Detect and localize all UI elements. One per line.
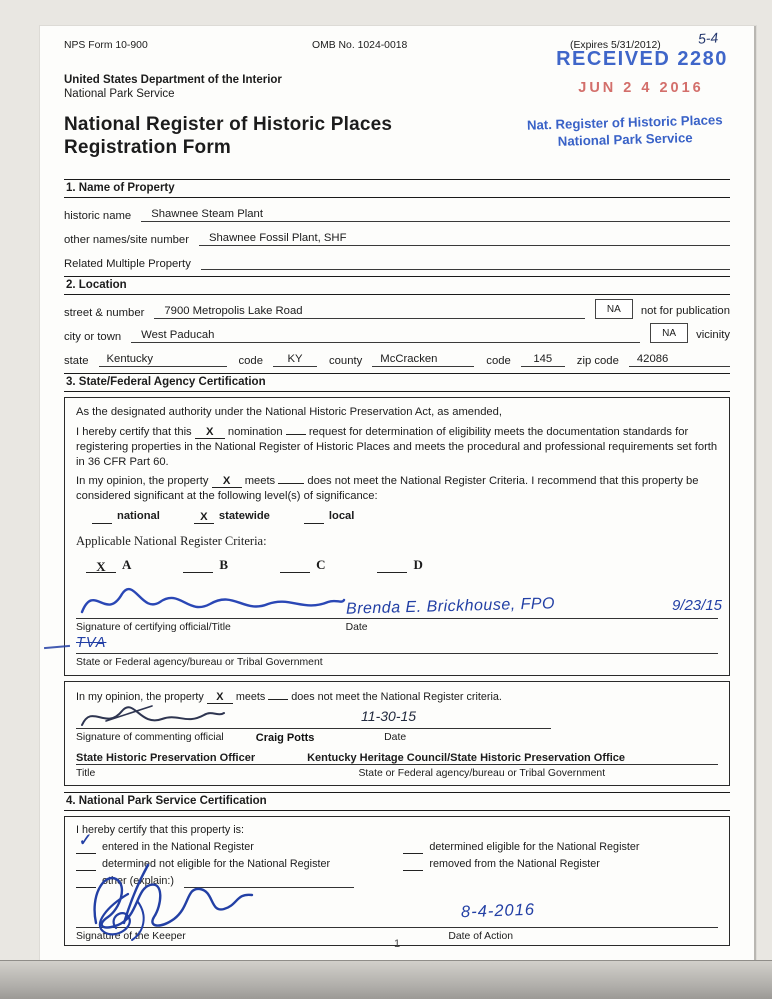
received-stamp: RECEIVED 2280 bbox=[556, 48, 728, 70]
option-removed bbox=[403, 857, 599, 871]
certifying-signature-label: Signature of certifying official/Title bbox=[76, 622, 231, 634]
commenting-signature-labels bbox=[76, 731, 718, 743]
commenting-date-label: Date bbox=[384, 731, 407, 743]
document-title-line1: National Register of Historic Places bbox=[64, 113, 393, 135]
street-label: street & number bbox=[64, 307, 145, 320]
title-label: Title bbox=[76, 767, 96, 779]
not-for-publication-label: not for publication bbox=[640, 305, 730, 318]
other-names-row bbox=[64, 228, 730, 246]
city-row bbox=[64, 325, 730, 343]
criterion-c-label: C bbox=[316, 557, 326, 573]
related-property-label: Related Multiple Property bbox=[64, 258, 191, 271]
certify-rest: request for determination of eligibility meets the documentation standards for registering properties in the National Register of Historic Places and meets the procedural and professional requirements set forth in 36 CFR Part 60. bbox=[76, 426, 718, 468]
option-determined-eligible bbox=[403, 840, 639, 854]
agency-line-label: State or Federal agency/bureau or Tribal Government bbox=[76, 657, 323, 669]
statewide-mark: X bbox=[194, 512, 214, 524]
criterion-a bbox=[86, 556, 131, 573]
zip-value: 42086 bbox=[629, 353, 730, 367]
national-label: national bbox=[117, 510, 160, 523]
expires-note: (Expires 5/31/2012) bbox=[570, 40, 661, 51]
nat-register-stamp-line2: National Park Service bbox=[557, 130, 693, 150]
local-mark bbox=[304, 512, 324, 524]
county-value: McCracken bbox=[372, 353, 474, 367]
state-row bbox=[64, 349, 730, 367]
nomination-mark: X bbox=[195, 427, 225, 439]
section2-heading: 2. Location bbox=[64, 276, 730, 295]
certifying-official-signature bbox=[76, 578, 346, 622]
request-mark bbox=[286, 423, 306, 435]
other-label: other (explain:) bbox=[102, 874, 175, 887]
historic-name-row bbox=[64, 204, 730, 222]
agency-name: National Park Service bbox=[64, 88, 175, 101]
commenting-signature-row bbox=[76, 707, 551, 729]
agency-line bbox=[76, 635, 718, 654]
form-number: NPS Form 10-900 bbox=[64, 40, 148, 51]
criterion-a-label: A bbox=[122, 557, 132, 573]
department-name: United States Department of the Interior bbox=[64, 74, 282, 86]
historic-name-value: Shawnee Steam Plant bbox=[141, 208, 730, 222]
shpo-title-row bbox=[76, 751, 718, 765]
handwritten-certify-date: 9/23/15 bbox=[671, 596, 722, 614]
other-names-label: other names/site number bbox=[64, 234, 189, 247]
level-national bbox=[92, 509, 160, 524]
level-local bbox=[304, 509, 355, 524]
level-statewide bbox=[194, 509, 270, 524]
signature-flourish bbox=[82, 892, 182, 944]
org-label: State or Federal agency/bureau or Tribal Government bbox=[358, 767, 606, 779]
vicinity-box: NA bbox=[650, 323, 688, 343]
scanner-bed-strip bbox=[0, 960, 772, 999]
not-for-publication-box: NA bbox=[595, 299, 633, 319]
city-value: West Paducah bbox=[131, 329, 640, 343]
authority-statement: As the designated authority under the National Historic Preservation Act, as amended, bbox=[76, 406, 502, 419]
commenting-signature-label: Signature of commenting official bbox=[76, 731, 224, 743]
entered-label: entered in the National Register bbox=[102, 840, 254, 853]
keeper-signature-label: Signature of the Keeper bbox=[76, 930, 186, 942]
removed-label: removed from the National Register bbox=[429, 857, 600, 870]
state-value: Kentucky bbox=[99, 353, 227, 367]
commenting-opinion-mid: meets bbox=[235, 691, 266, 704]
does-not-meet-mark bbox=[278, 472, 304, 484]
removed-blank bbox=[403, 859, 423, 871]
shpo-title-labels bbox=[76, 767, 718, 779]
state-label: state bbox=[64, 355, 89, 368]
criteria-heading: Applicable National Register Criteria: bbox=[76, 533, 267, 548]
entered-blank bbox=[76, 830, 96, 854]
date-received-stamp: JUN 2 4 2016 bbox=[578, 80, 704, 96]
criterion-b-mark bbox=[183, 561, 213, 573]
historic-name-label: historic name bbox=[64, 210, 132, 223]
criteria-row bbox=[86, 556, 718, 573]
code2-value: 145 bbox=[521, 353, 565, 367]
shpo-org-value: Kentucky Heritage Council/State Historic Preservation Office bbox=[307, 751, 625, 764]
determined-eligible-blank bbox=[403, 842, 423, 854]
commenting-does-not-meet-mark bbox=[268, 688, 288, 700]
code1-value: KY bbox=[273, 353, 317, 367]
shpo-title-value: State Historic Preservation Officer bbox=[76, 751, 256, 764]
street-value: 7900 Metropolis Lake Road bbox=[154, 305, 584, 319]
handwritten-certifier-name: Brenda E. Brickhouse, FPO bbox=[345, 595, 556, 619]
document-page bbox=[40, 26, 756, 960]
handwritten-corner-note: 5-4 bbox=[697, 29, 719, 47]
related-property-row bbox=[64, 252, 730, 270]
commenting-opinion-rest: does not meet the National Register criteria. bbox=[291, 691, 502, 704]
determined-not-eligible-label: determined not eligible for the National Register bbox=[102, 857, 331, 870]
national-mark bbox=[92, 512, 112, 524]
date-of-action-label: Date of Action bbox=[448, 930, 514, 942]
commenting-official-name: Craig Potts bbox=[255, 731, 315, 744]
handwritten-action-date: 8-4-2016 bbox=[460, 900, 536, 922]
criterion-b-label: B bbox=[219, 557, 229, 573]
code2-label: code bbox=[486, 355, 511, 368]
nat-register-stamp bbox=[502, 111, 749, 152]
statewide-label: statewide bbox=[218, 510, 270, 523]
option-entered bbox=[76, 830, 254, 854]
certifying-signature-row bbox=[76, 581, 722, 619]
significance-levels bbox=[92, 509, 718, 524]
nps-intro: I hereby certify that this property is: bbox=[76, 823, 245, 836]
commenting-meets-mark: X bbox=[207, 692, 233, 704]
related-property-value bbox=[201, 268, 730, 270]
criterion-c-mark bbox=[280, 561, 310, 573]
certifying-signature-labels bbox=[76, 621, 718, 633]
opinion-rest: does not meet the National Register Criteria. I recommend that this property be considered significant at the following level(s) of significance: bbox=[76, 475, 699, 503]
opinion-pre: In my opinion, the property bbox=[76, 475, 209, 488]
certify-date-label: Date bbox=[345, 622, 368, 634]
opinion-mid: meets bbox=[244, 475, 276, 488]
vicinity-label: vicinity bbox=[696, 329, 730, 342]
certify-mid: nomination bbox=[227, 426, 283, 439]
commenting-official-box bbox=[64, 681, 730, 785]
section4-heading: 4. National Park Service Certification bbox=[64, 792, 730, 811]
option-row-1 bbox=[76, 830, 718, 854]
city-label: city or town bbox=[64, 331, 122, 344]
commenting-opinion-pre: In my opinion, the property bbox=[76, 691, 204, 704]
certify-statement bbox=[76, 423, 718, 469]
criterion-a-mark: X bbox=[86, 561, 116, 573]
entered-checkmark: ✓ bbox=[76, 830, 92, 850]
agency-line-labels bbox=[76, 656, 718, 668]
criterion-d-mark bbox=[377, 561, 407, 573]
state-certification-box bbox=[64, 397, 730, 676]
determined-eligible-label: determined eligible for the National Register bbox=[429, 840, 640, 853]
street-row bbox=[64, 301, 730, 319]
opinion-statement bbox=[76, 472, 718, 504]
handwritten-agency: TVA bbox=[76, 635, 107, 652]
code1-label: code bbox=[238, 355, 263, 368]
local-label: local bbox=[328, 510, 355, 523]
other-names-value: Shawnee Fossil Plant, SHF bbox=[199, 232, 730, 246]
county-label: county bbox=[329, 355, 363, 368]
page-number: 1 bbox=[393, 938, 401, 950]
meets-mark: X bbox=[212, 476, 242, 488]
criterion-b bbox=[183, 556, 228, 573]
nat-register-stamp-line1: Nat. Register of Historic Places bbox=[526, 112, 723, 133]
section3-heading: 3. State/Federal Agency Certification bbox=[64, 373, 730, 392]
section1-heading: 1. Name of Property bbox=[64, 179, 730, 198]
zip-label: zip code bbox=[576, 355, 619, 368]
omb-number: OMB No. 1024-0018 bbox=[312, 40, 408, 51]
criterion-d bbox=[377, 556, 422, 573]
certify-pre: I hereby certify that this bbox=[76, 426, 192, 439]
criterion-c bbox=[280, 556, 325, 573]
handwritten-commenting-date: 11-30-15 bbox=[361, 708, 417, 725]
document-title-line2: Registration Form bbox=[64, 136, 232, 158]
commenting-official-signature bbox=[78, 701, 228, 731]
criterion-d-label: D bbox=[413, 557, 423, 573]
